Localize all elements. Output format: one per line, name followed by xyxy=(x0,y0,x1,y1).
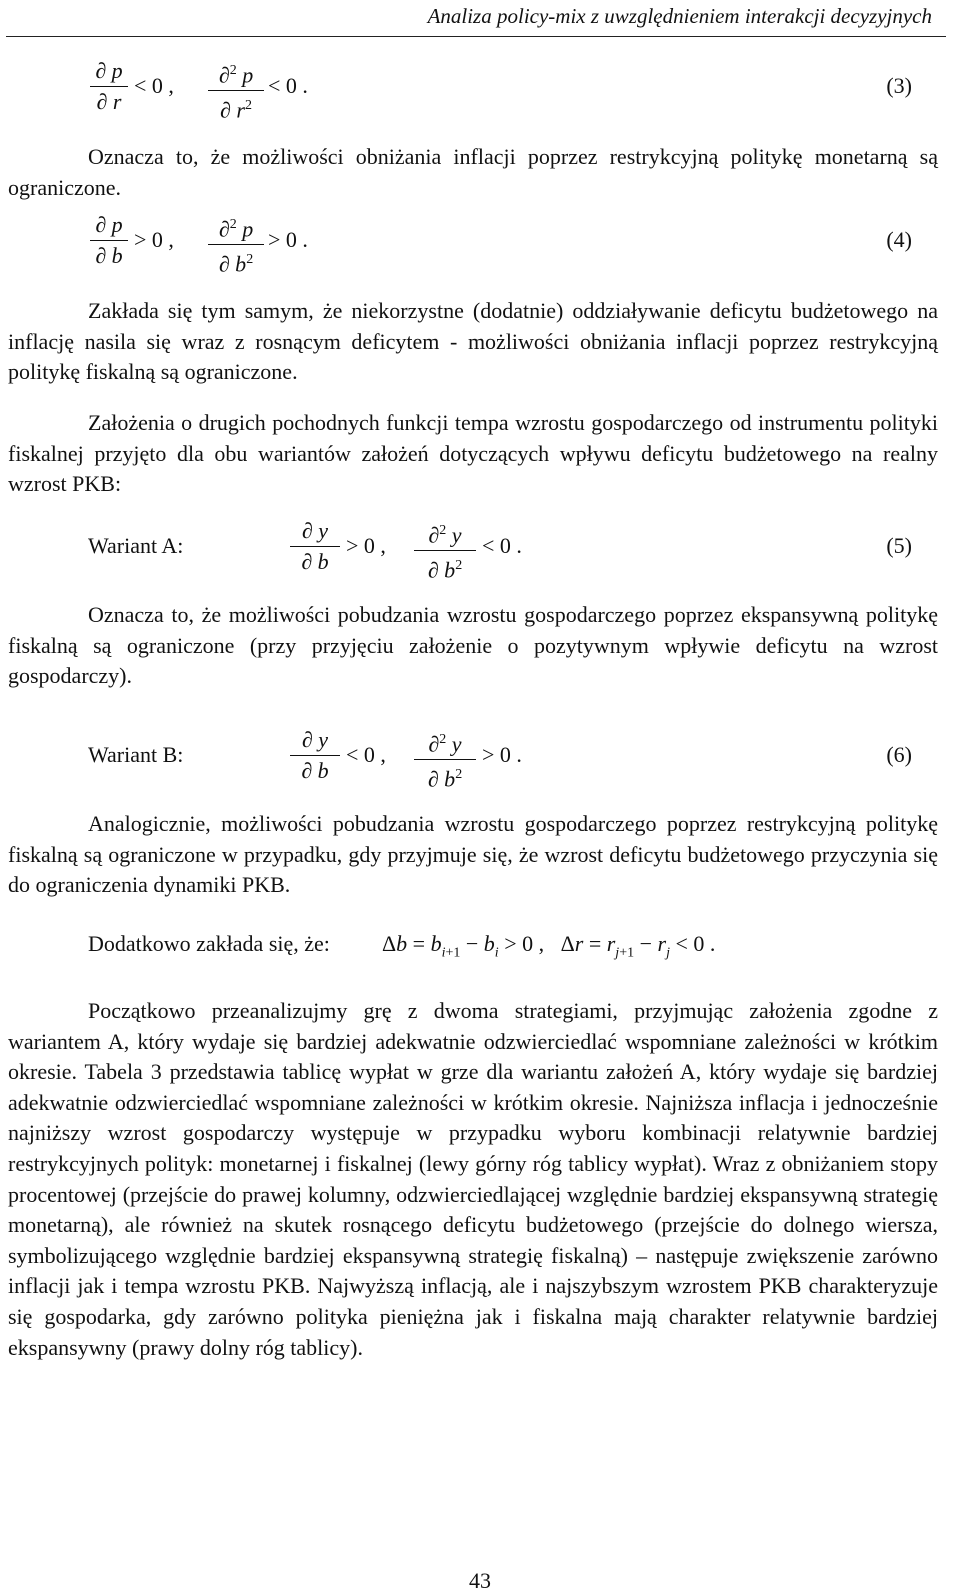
equation-deltas xyxy=(0,931,960,971)
assumption-label: Dodatkowo zakłada się, że: xyxy=(88,931,330,956)
fraction-dp-db: ∂ p ∂ b xyxy=(90,212,128,269)
relation: < 0 . xyxy=(482,533,522,558)
paragraph: Oznacza to, że możliwości obniżania inflacji poprzez restrykcyjną politykę monetarną są ograniczone. xyxy=(8,144,938,200)
variant-label: Wariant B: xyxy=(88,742,184,767)
running-header: Analiza policy-mix z uwzględnieniem interakcji decyzyjnych xyxy=(427,4,932,28)
equation-5 xyxy=(0,518,960,598)
relation: > 0 , xyxy=(134,227,174,252)
fraction-dp-dr: ∂ p ∂ r xyxy=(90,58,128,115)
header-rule xyxy=(6,36,946,37)
equation-number: (5) xyxy=(886,533,912,558)
equation-4 xyxy=(0,212,960,292)
equation-number: (6) xyxy=(886,742,912,767)
relation: > 0 . xyxy=(268,227,308,252)
page-number: 43 xyxy=(469,1568,491,1593)
relation: < 0 , xyxy=(346,742,386,767)
paragraph: Początkowo przeanalizujmy grę z dwoma strategiami, przyjmując założenia zgodne z wariantem A, który wydaje się bardziej adekwatnie odzwierciedlać wspomniane zależności w krótkim okresie. Tabela 3 przedstawia tablicę wypłat w grze dla wariantu założeń A, który wydaje się bardziej adekwatnie odzwierciedlać wspomniane zależności w krótkim okresie. Najniższa inflacja i jednocześnie najniższy wzrost gospodarczy występuje w przypadku wyboru kombinacji relatywnie bardziej restrykcyjnych polityk: monetarnej i fiskalnej (lewy górny róg tablicy wypłat). Wraz z obniżaniem stopy procentowej (przejście do prawej kolumny, odzwierciedlającej względnie bardziej ekspansywną strategię monetarną), ale również na skutek rosnącego deficytu budżetowego (przejście do dolnego wiersza, symbolizującego względnie bardziej ekspansywną strategię fiskalną) – następuje zwiększenie zarówno inflacji jak i tempa wzrostu PKB. Najwyższą inflacją, ale i najszybszym wzrostem PKB charakteryzuje się gospodarka, gdy zarówno polityka pieniężna jak i fiskalna mają charakter relatywnie bardziej ekspansywny (prawy dolny róg tablicy). xyxy=(8,998,938,1360)
relation: > 0 . xyxy=(482,742,522,767)
fraction-dy-db: ∂ y ∂ b xyxy=(290,518,340,575)
paragraph: Założenia o drugich pochodnych funkcji tempa wzrostu gospodarczego od instrumentu polityki fiskalnej przyjęto dla obu wariantów założeń dotyczących wpływu deficytu budżetowego na realny wzrost PKB: xyxy=(8,410,938,497)
fraction-dy-db: ∂ y ∂ b xyxy=(290,727,340,784)
equation-number: (3) xyxy=(886,73,912,98)
relation: < 0 , xyxy=(134,73,174,98)
delta-b-expression: $\Delta b = b_{i+1} - b_i > 0$ , $\Delta r = r_{j+1} - r_j < 0$ . xyxy=(382,931,716,961)
fraction-d2p-db2: ∂$^2$ p ∂ $b^2$ xyxy=(208,212,264,278)
fraction-d2p-dr2: ∂$^2$ p ∂ $r^2$ xyxy=(208,58,264,124)
paragraph: Oznacza to, że możliwości pobudzania wzrostu gospodarczego poprzez ekspansywną politykę fiskalną są ograniczone (przy przyjęciu założenie o pozytywnym wpływie deficytu na wzrost gospodarczy). xyxy=(8,602,938,689)
fraction-d2y-db2: ∂$^2$ y ∂ $b^2$ xyxy=(414,727,476,793)
equation-6 xyxy=(0,727,960,807)
equation-3 xyxy=(0,58,960,138)
paragraph: Zakłada się tym samym, że niekorzystne (dodatnie) oddziaływanie deficytu budżetowego na inflację nasila się wraz z rosnącym deficytem - możliwości obniżania inflacji poprzez restrykcyjną politykę fiskalną są ograniczone. xyxy=(8,298,938,385)
variant-label: Wariant A: xyxy=(88,533,184,558)
relation: > 0 , xyxy=(346,533,386,558)
paragraph: Analogicznie, możliwości pobudzania wzrostu gospodarczego poprzez restrykcyjną politykę fiskalną są ograniczone w przypadku, gdy przyjmuje się, że wzrost deficytu budżetowego przyczynia się do ograniczenia dynamiki PKB. xyxy=(8,811,938,898)
equation-number: (4) xyxy=(886,227,912,252)
relation: < 0 . xyxy=(268,73,308,98)
fraction-d2y-db2: ∂$^2$ y ∂ $b^2$ xyxy=(414,518,476,584)
